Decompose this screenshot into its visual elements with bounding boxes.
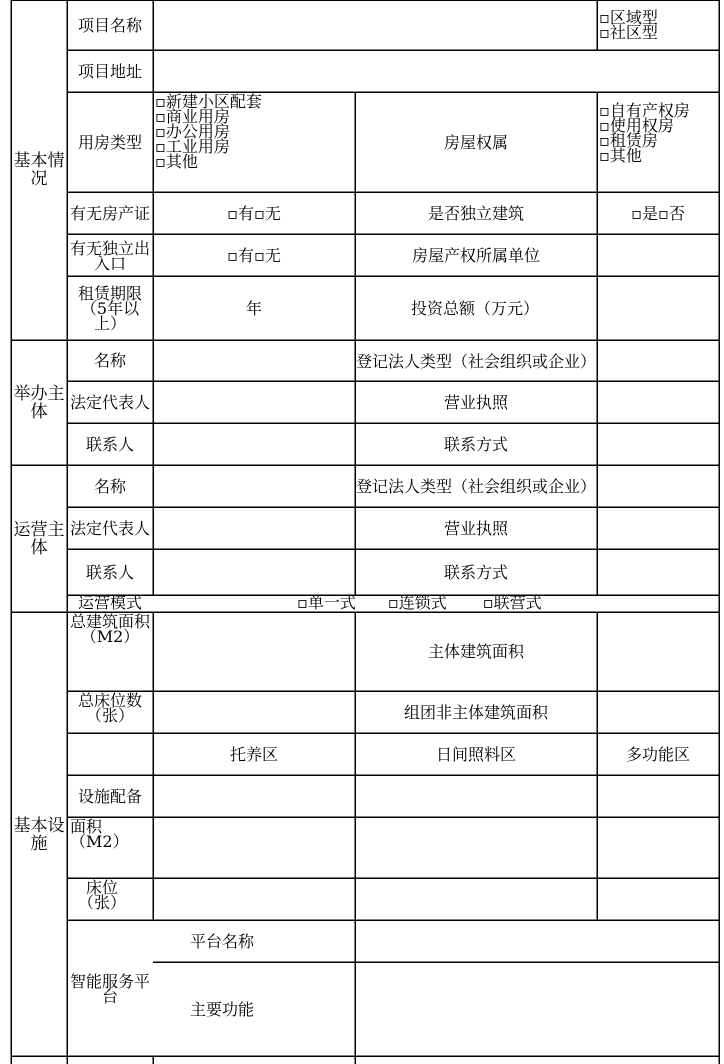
- organizer-label-legal-rep: 法定代表人: [69, 393, 150, 412]
- checkbox-icon: ▫: [599, 23, 610, 42]
- checkbox-icon: ▫: [155, 92, 166, 111]
- operator-label-legal-type: 登记法人类型（社会组织或企业）: [356, 477, 597, 496]
- value-main-functions[interactable]: [356, 963, 718, 1056]
- equipment-day-care[interactable]: [356, 776, 596, 817]
- option-single: ▫单一式: [297, 593, 356, 612]
- label-certificate: 有无房产证: [69, 204, 150, 223]
- checkbox-icon: ▫: [254, 203, 265, 223]
- area-care[interactable]: [154, 818, 354, 878]
- label-total-area: 总建筑面积（M2）: [70, 612, 151, 646]
- label-platform-name: 平台名称: [190, 931, 255, 951]
- label-total-beds: 总床位数（张）: [77, 691, 142, 725]
- lease-term-unit[interactable]: 年: [245, 298, 262, 318]
- operator-label-mode: 运营模式: [77, 593, 142, 612]
- value-project-address[interactable]: [154, 51, 718, 92]
- usage-type-options[interactable]: [155, 94, 353, 169]
- value-main-area[interactable]: [598, 613, 718, 691]
- zone-care: 托养区: [229, 744, 278, 764]
- checkbox-icon: ▫: [599, 101, 610, 120]
- operator-value-contact[interactable]: [154, 550, 354, 595]
- organizer-value-legal-type[interactable]: [598, 341, 718, 381]
- equipment-care[interactable]: [154, 776, 354, 817]
- value-project-name[interactable]: [154, 1, 596, 50]
- organizer-label-license: 营业执照: [443, 392, 508, 412]
- organizer-value-legal-rep[interactable]: [154, 382, 354, 423]
- independent-building-options[interactable]: ▫是▫否: [631, 203, 685, 223]
- label-usage-type: 用房类型: [77, 132, 142, 152]
- operation-mode-options[interactable]: [297, 595, 597, 612]
- organizer-value-contact[interactable]: [154, 424, 354, 465]
- organizer-value-name[interactable]: [154, 341, 354, 381]
- checkbox-icon: ▫: [599, 8, 610, 27]
- zone-multifunction: 多功能区: [625, 744, 690, 764]
- checkbox-icon: ▫: [658, 203, 669, 223]
- option-commercial: ▫商业用房: [155, 107, 230, 126]
- section-operator: 运营主体: [13, 520, 65, 558]
- value-investment[interactable]: [598, 277, 718, 340]
- section-facilities: 基本设施: [13, 815, 65, 854]
- option-new-residential: ▫新建小区配套: [155, 92, 262, 111]
- operator-value-legal-rep[interactable]: [154, 508, 354, 549]
- equipment-multifunction[interactable]: [598, 776, 718, 817]
- section-basic-info: 基本情况: [13, 151, 65, 189]
- option-rented: ▫租赁房: [599, 131, 658, 150]
- option-other: ▫其他: [155, 152, 198, 171]
- label-ownership: 房屋权属: [443, 132, 508, 152]
- operator-label-name: 名称: [93, 476, 126, 496]
- label-smart-platform: 智能服务平台: [70, 971, 151, 1006]
- label-area: 面积（M2）: [70, 817, 129, 851]
- operator-value-legal-type[interactable]: [598, 466, 718, 507]
- operator-value-contact-method[interactable]: [598, 550, 718, 595]
- option-industrial: ▫工业用房: [155, 137, 230, 156]
- label-owner-unit: 房屋产权所属单位: [411, 245, 540, 265]
- value-total-beds[interactable]: [154, 692, 354, 733]
- organizer-label-legal-type: 登记法人类型（社会组织或企业）: [356, 351, 597, 371]
- label-beds: 床位（张）: [77, 878, 126, 912]
- certificate-options[interactable]: ▫有▫无: [227, 203, 281, 223]
- label-equipment: 设施配备: [77, 786, 142, 806]
- checkbox-icon: ▫: [599, 116, 610, 135]
- value-total-area[interactable]: [154, 613, 354, 691]
- label-project-address: 项目地址: [77, 61, 142, 81]
- label-lease-term: 租赁期限（5年以上）: [77, 284, 142, 333]
- operator-label-license: 营业执照: [443, 518, 508, 538]
- operator-label-contact-method: 联系方式: [443, 562, 508, 582]
- option-other-ownership: ▫其他: [599, 146, 642, 165]
- checkbox-icon: ▫: [297, 593, 308, 612]
- option-community: ▫社区型: [599, 23, 658, 42]
- beds-day-care[interactable]: [356, 879, 596, 920]
- organizer-value-contact-method[interactable]: [598, 424, 718, 465]
- label-main-functions: 主要功能: [190, 999, 255, 1019]
- checkbox-icon: ▫: [227, 245, 238, 265]
- option-office: ▫办公用房: [155, 122, 230, 141]
- checkbox-icon: ▫: [482, 593, 494, 612]
- area-multifunction[interactable]: [598, 818, 718, 878]
- operator-value-name[interactable]: [154, 466, 354, 507]
- organizer-label-name: 名称: [93, 351, 126, 370]
- area-day-care[interactable]: [356, 818, 596, 878]
- section-organizer: 举办主体: [13, 384, 65, 422]
- value-owner-unit[interactable]: [598, 235, 718, 276]
- label-independent-entrance: 有无独立出入口: [69, 238, 150, 273]
- operator-label-contact: 联系人: [85, 562, 134, 582]
- organizer-value-license[interactable]: [598, 382, 718, 423]
- option-joint: ▫联营式: [482, 593, 542, 612]
- zone-day-care: 日间照料区: [435, 744, 516, 764]
- value-non-main-area[interactable]: [598, 692, 718, 733]
- ownership-options[interactable]: [599, 103, 717, 163]
- label-non-main-area: 组团非主体建筑面积: [403, 702, 548, 722]
- checkbox-icon: ▫: [155, 122, 166, 141]
- checkbox-icon: ▫: [155, 152, 166, 171]
- checkbox-icon: ▫: [599, 146, 610, 165]
- checkbox-icon: ▫: [155, 107, 166, 126]
- option-use-right: ▫使用权房: [599, 116, 674, 135]
- value-platform-name[interactable]: [356, 921, 718, 962]
- zones-header-blank: [68, 734, 152, 775]
- checkbox-icon: ▫: [155, 137, 166, 156]
- beds-care[interactable]: [154, 879, 354, 920]
- project-type-options[interactable]: [599, 10, 717, 40]
- option-own-property: ▫自有产权房: [599, 101, 690, 120]
- operator-value-license[interactable]: [598, 508, 718, 549]
- checkbox-icon: ▫: [254, 245, 265, 265]
- label-project-name: 项目名称: [77, 15, 142, 35]
- beds-multifunction[interactable]: [598, 879, 718, 920]
- checkbox-icon: ▫: [599, 131, 610, 150]
- checkbox-icon: ▫: [631, 203, 642, 223]
- label-investment: 投资总额（万元）: [410, 299, 539, 318]
- organizer-label-contact: 联系人: [85, 434, 134, 454]
- label-independent-building: 是否独立建筑: [427, 203, 524, 223]
- option-chain: ▫连锁式: [387, 593, 447, 612]
- label-main-area: 主体建筑面积: [427, 642, 524, 661]
- operator-label-legal-rep: 法定代表人: [69, 519, 150, 538]
- option-regional: ▫区域型: [599, 8, 658, 27]
- independent-entrance-options[interactable]: ▫有▫无: [227, 245, 281, 265]
- checkbox-icon: ▫: [387, 593, 399, 612]
- checkbox-icon: ▫: [227, 203, 238, 223]
- organizer-label-contact-method: 联系方式: [443, 434, 508, 454]
